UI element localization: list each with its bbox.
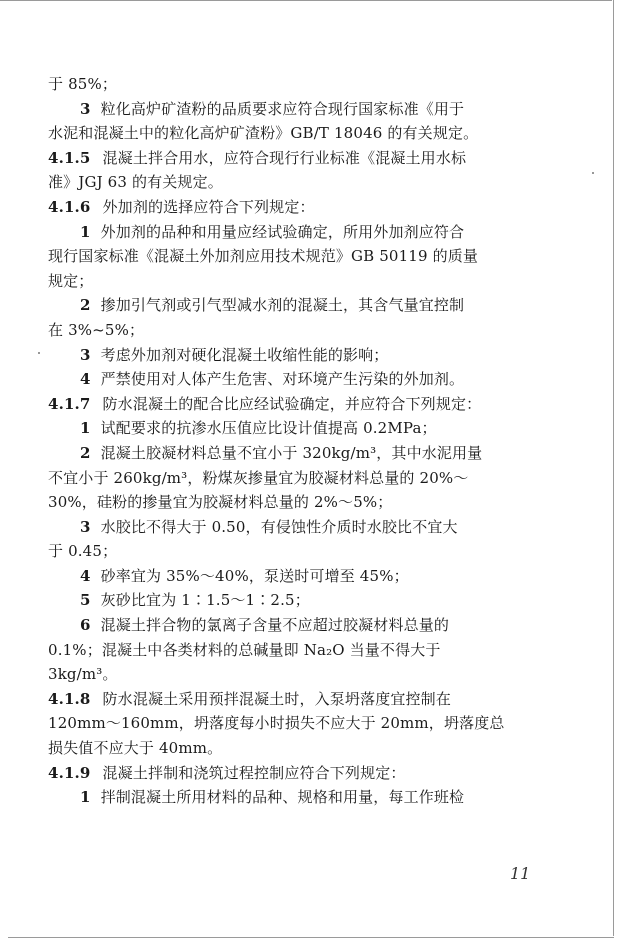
item-number: 1 (80, 222, 91, 241)
text-line (48, 539, 544, 564)
line-text: 3kg/m³。 (48, 665, 118, 684)
line-text: 拌制混凝土所用材料的品种、规格和用量，每工作班检 (100, 788, 465, 807)
text-line (48, 490, 544, 515)
list-item-line (48, 416, 544, 441)
item-number: 3 (80, 99, 91, 118)
line-text: 防水混凝土采用预拌混凝土时，入泵坍落度宜控制在 (102, 689, 451, 708)
line-text: 现行国家标准《混凝土外加剂应用技术规范》GB 50119 的质量 (48, 247, 479, 266)
section-number: 4.1.7 (48, 394, 91, 413)
item-number: 3 (80, 345, 91, 364)
page-border-right (613, 0, 614, 936)
line-text: 外加剂的品种和用量应经试验确定，所用外加剂应符合 (100, 222, 465, 241)
line-text: 外加剂的选择应符合下列规定： (102, 197, 315, 216)
section-line (48, 146, 544, 171)
text-line (48, 72, 544, 97)
list-item-line (48, 613, 544, 638)
list-item-line (48, 515, 544, 540)
line-text: 混凝土拌合物的氯离子含量不应超过胶凝材料总量的 (100, 616, 450, 635)
section-number: 4.1.8 (48, 689, 91, 708)
line-text: 规定； (48, 271, 94, 290)
text-line (48, 466, 544, 491)
section-line (48, 392, 544, 417)
line-text: 水胶比不得大于 0.50，有侵蚀性介质时水胶比不宜大 (100, 517, 458, 536)
page-number: 11 (510, 864, 531, 883)
text-line (48, 736, 544, 761)
page-border-bottom (8, 937, 614, 938)
item-number: 4 (80, 370, 91, 389)
text-line (48, 662, 544, 687)
line-text: 试配要求的抗渗水压值应比设计值提高 0.2MPa； (100, 419, 437, 438)
line-text: 30%，硅粉的掺量宜为胶凝材料总量的 2%～5%； (48, 493, 393, 512)
line-text: 掺加引气剂或引气型减水剂的混凝土，其含气量宜控制 (100, 296, 465, 315)
line-text: 灰砂比宜为 1∶1.5～1∶2.5； (100, 591, 310, 610)
item-number: 1 (80, 788, 91, 807)
line-text: 混凝土拌制和浇筑过程控制应符合下列规定： (102, 763, 406, 782)
item-number: 4 (80, 566, 91, 585)
text-line (48, 711, 544, 736)
line-text: 于 85%； (48, 75, 118, 93)
text-line (48, 318, 544, 343)
line-text: 在 3%~5%； (48, 320, 145, 339)
line-text: 损失值不应大于 40mm。 (48, 739, 223, 758)
item-number: 6 (80, 616, 91, 635)
list-item-line (48, 441, 544, 466)
list-item-line (48, 367, 544, 392)
text-line (48, 244, 544, 269)
list-item-line (48, 293, 544, 318)
section-number: 4.1.6 (48, 197, 91, 216)
list-item-line (48, 785, 544, 810)
line-text: 混凝土拌合用水，应符合现行行业标准《混凝土用水标 (102, 148, 467, 167)
text-line (48, 170, 544, 195)
line-text: 不宜小于 260kg/m³，粉煤灰掺量宜为胶凝材料总量的 20%～ (48, 468, 469, 487)
text-line (48, 269, 544, 294)
line-text: 砂率宜为 35%～40%，泵送时可增至 45%； (100, 566, 409, 585)
text-line (48, 121, 544, 146)
list-item-line (48, 97, 544, 122)
section-line (48, 687, 544, 712)
item-number: 2 (80, 443, 91, 462)
text-line (48, 638, 544, 663)
line-text: 防水混凝土的配合比应经试验确定，并应符合下列规定： (102, 394, 482, 413)
section-number: 4.1.9 (48, 763, 91, 782)
item-number: 2 (80, 296, 91, 315)
line-text: 准》JGJ 63 的有关规定。 (48, 173, 223, 192)
line-text: 120mm～160mm，坍落度每小时损失不应大于 20mm，坍落度总 (48, 714, 505, 733)
list-item-line (48, 564, 544, 589)
line-text: 严禁使用对人体产生危害、对环境产生污染的外加剂。 (100, 370, 465, 389)
section-line (48, 761, 544, 786)
page-border-top (0, 0, 612, 1)
document-body (48, 72, 544, 810)
line-text: 混凝土胶凝材料总量不宜小于 320kg/m³，其中水泥用量 (100, 443, 483, 462)
line-text: 粒化高炉矿渣粉的品质要求应符合现行国家标准《用于 (100, 99, 465, 118)
line-text: 水泥和混凝土中的粒化高炉矿渣粉》GB/T 18046 的有关规定。 (48, 124, 479, 143)
list-item-line (48, 588, 544, 613)
line-text: 0.1%；混凝土中各类材料的总碱量即 Na₂O 当量不得大于 (48, 640, 441, 659)
section-line (48, 195, 544, 220)
list-item-line (48, 343, 544, 368)
list-item-line (48, 220, 544, 245)
line-text: 于 0.45； (48, 542, 118, 561)
item-number: 5 (80, 591, 91, 610)
scan-speck (592, 172, 594, 174)
scan-speck (38, 352, 40, 354)
line-text: 考虑外加剂对硬化混凝土收缩性能的影响； (100, 345, 389, 364)
item-number: 3 (80, 517, 91, 536)
section-number: 4.1.5 (48, 148, 91, 167)
item-number: 1 (80, 419, 91, 438)
